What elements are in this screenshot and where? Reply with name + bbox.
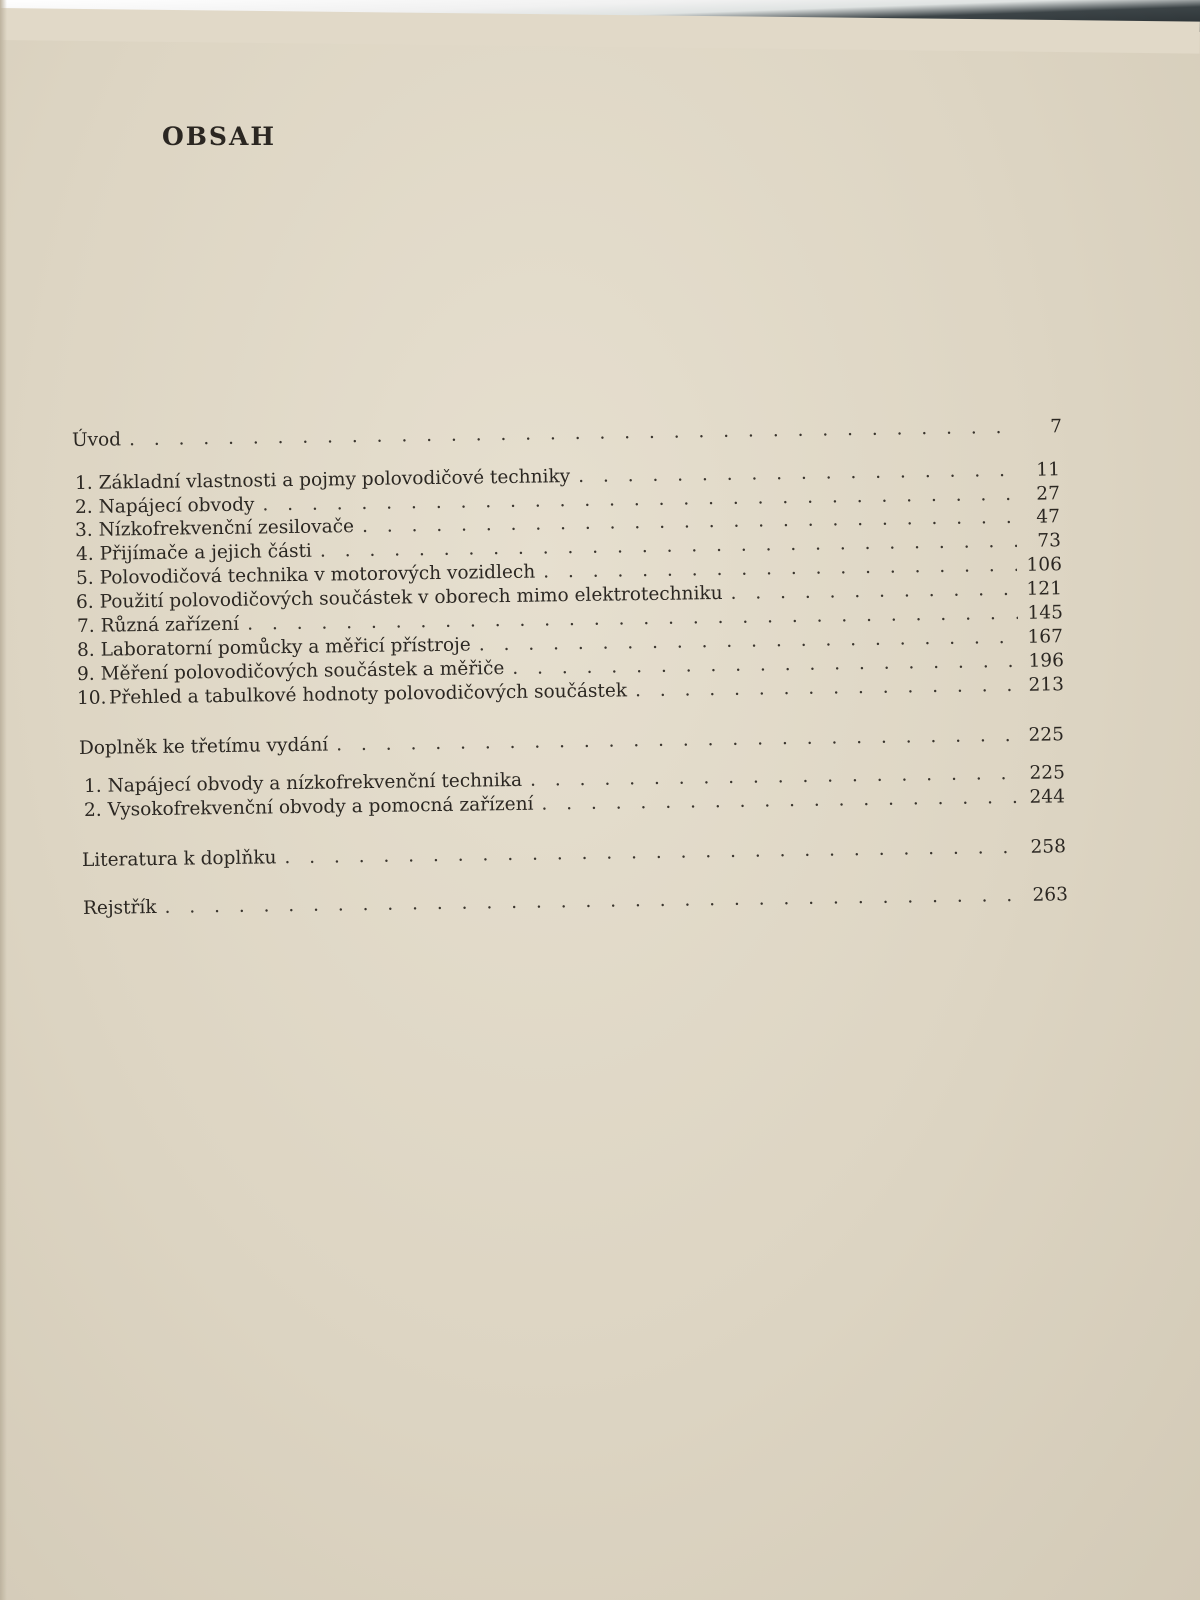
toc-entry-label: Použití polovodičových součástek v oborech mimo elektrotechniku (99, 582, 723, 613)
toc-entry-label: Rejstřík (82, 896, 157, 919)
toc-entry-page: 121 (1026, 578, 1063, 600)
toc-entry-page: 106 (1026, 554, 1063, 576)
toc-entry-page: 244 (1029, 786, 1066, 808)
chapter-number: 1. (74, 472, 93, 494)
toc-entry-label: Úvod (71, 429, 122, 451)
toc-entry-supplement (79, 726, 1064, 758)
toc-entry-label: Napájecí obvody (98, 494, 255, 518)
dot-leader (320, 533, 1017, 561)
toc-entry-label: Nízkofrekvenční zesilovače (98, 516, 355, 541)
dot-leader (578, 462, 1016, 487)
toc-entry-index (83, 886, 1068, 918)
toc-entry-literature (82, 838, 1066, 870)
chapter-number: 8. (76, 639, 95, 661)
toc-entry-label: Přehled a tabulkové hodnoty polovodičových součástek (108, 680, 628, 709)
toc-entry-label: Různá zařízení (100, 613, 240, 637)
chapter-number: 6. (75, 591, 94, 613)
toc-entry-label: Napájecí obvody a nízkofrekvenční technika (107, 769, 523, 797)
toc-entry-label: Literatura k doplňku (81, 847, 277, 871)
chapter-number: 4. (75, 543, 94, 565)
toc-entry-page: 27 (1036, 483, 1061, 505)
toc-entry-page: 73 (1037, 530, 1062, 552)
toc-entry-label: Vysokofrekvenční obvody a pomocná zařízení (107, 793, 534, 821)
dot-leader (129, 419, 1018, 450)
toc-entry-page: 196 (1028, 650, 1065, 672)
toc-entry-intro (72, 418, 1062, 450)
toc-entry-page: 225 (1029, 762, 1066, 784)
page-title: OBSAH (162, 122, 276, 151)
dot-leader (512, 653, 1019, 679)
chapter-number: 2. (74, 496, 93, 518)
toc-entry-label: Polovodičová technika v motorových vozidlech (99, 561, 536, 589)
toc-entry-label: Laboratorní pomůcky a měřicí přístroje (100, 634, 471, 661)
dot-leader (284, 839, 1020, 868)
chapter-number: 9. (76, 663, 95, 685)
chapter-number: 2. (83, 799, 102, 821)
toc-entry-label: Doplněk ke třetímu vydání (78, 734, 329, 759)
chapter-number: 3. (74, 519, 93, 541)
dot-leader (543, 557, 1017, 582)
dot-leader (730, 581, 1016, 603)
chapter-number: 7. (76, 615, 95, 637)
toc-entry-page: 11 (1036, 459, 1061, 481)
dot-leader (541, 789, 1019, 814)
toc-entry-label: Přijímače a jejich části (99, 540, 313, 565)
chapter-number: 10. (76, 687, 107, 709)
toc-entry-page: 213 (1028, 674, 1065, 696)
toc-entry-page: 145 (1027, 602, 1064, 624)
toc-entry-page: 47 (1036, 506, 1061, 528)
dot-leader (479, 629, 1018, 655)
dot-leader (164, 887, 1022, 917)
toc-entry-page: 167 (1027, 626, 1064, 648)
toc-entry-page: 7 (1049, 416, 1063, 438)
chapter-number: 5. (75, 567, 94, 589)
toc-entry-page: 263 (1032, 884, 1069, 906)
dot-leader (362, 509, 1016, 537)
toc-entry-label: Základní vlastnosti a pojmy polovodičové techniky (98, 466, 571, 494)
chapter-number: 1. (83, 775, 102, 797)
dot-leader (530, 765, 1020, 790)
toc-entry-label: Měření polovodičových součástek a měřiče (100, 658, 505, 685)
toc-entry-page: 258 (1030, 836, 1067, 858)
dot-leader (635, 677, 1019, 701)
toc-entry-page: 225 (1028, 724, 1065, 746)
dot-leader (336, 727, 1019, 755)
